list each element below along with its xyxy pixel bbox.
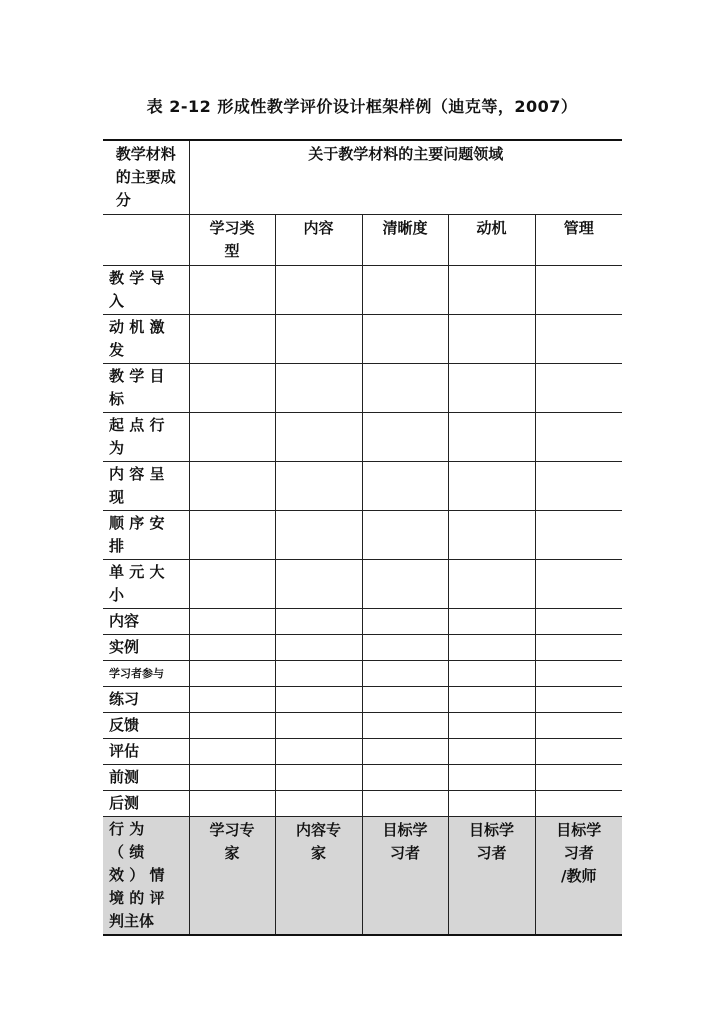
empty-cell [535, 687, 622, 713]
empty-cell [362, 739, 448, 765]
empty-cell [448, 687, 535, 713]
empty-cell [275, 266, 362, 315]
table-row [103, 635, 622, 661]
empty-cell [275, 511, 362, 560]
table-row [103, 266, 622, 315]
empty-cell [535, 713, 622, 739]
row-label: 动 机 激 发 [103, 315, 189, 364]
row-label: 内容 [103, 609, 189, 635]
column-header-label: 清晰度 [382, 219, 428, 237]
row-label: 实例 [103, 635, 189, 661]
row-label: 内 容 呈 现 [103, 462, 189, 511]
span-header: 关于教学材料的主要问题领域 [189, 140, 622, 215]
footer-value: 目标学 习者 [362, 817, 448, 936]
empty-cell [535, 635, 622, 661]
empty-cell [275, 661, 362, 687]
table-row [103, 765, 622, 791]
footer-row [103, 817, 622, 936]
empty-cell [189, 687, 275, 713]
empty-cell [448, 364, 535, 413]
empty-cell [275, 765, 362, 791]
row-label: 教 学 目 标 [103, 364, 189, 413]
empty-cell [448, 791, 535, 817]
empty-cell [448, 713, 535, 739]
footer-value: 目标学 习者 /教师 [535, 817, 622, 936]
row-label: 后测 [103, 791, 189, 817]
empty-cell [448, 315, 535, 364]
table-row [103, 462, 622, 511]
evaluation-framework-table [103, 139, 622, 936]
empty-cell [535, 511, 622, 560]
empty-cell [362, 609, 448, 635]
empty-cell [448, 635, 535, 661]
table-row [103, 739, 622, 765]
empty-cell [275, 635, 362, 661]
empty-cell [189, 560, 275, 609]
table-row [103, 413, 622, 462]
empty-cell [448, 765, 535, 791]
empty-cell [535, 413, 622, 462]
empty-cell [189, 266, 275, 315]
footer-value: 内容专 家 [275, 817, 362, 936]
empty-cell [448, 413, 535, 462]
column-header-label: 动机 [476, 219, 507, 237]
empty-cell [535, 661, 622, 687]
empty-cell [448, 739, 535, 765]
empty-cell [362, 511, 448, 560]
column-header-label: 学习类型 [209, 219, 255, 260]
empty-cell [362, 687, 448, 713]
empty-cell [189, 713, 275, 739]
table-row [103, 713, 622, 739]
table-row [103, 511, 622, 560]
empty-cell [189, 739, 275, 765]
column-header-label: 管理 [563, 219, 594, 237]
empty-cell [535, 560, 622, 609]
empty-cell [448, 266, 535, 315]
empty-cell [535, 609, 622, 635]
row-label: 前测 [103, 765, 189, 791]
empty-cell [362, 266, 448, 315]
empty-cell [275, 560, 362, 609]
empty-cell [275, 687, 362, 713]
empty-cell [275, 462, 362, 511]
empty-cell [362, 462, 448, 511]
table-row [103, 687, 622, 713]
empty-cell [535, 462, 622, 511]
empty-cell [362, 791, 448, 817]
empty-cell [189, 364, 275, 413]
empty-cell [535, 791, 622, 817]
empty-cell [275, 713, 362, 739]
row-label: 评估 [103, 739, 189, 765]
empty-cell [189, 635, 275, 661]
table-row [103, 661, 622, 687]
footer-value: 目标学 习者 [448, 817, 535, 936]
empty-cell [535, 266, 622, 315]
empty-cell [535, 739, 622, 765]
empty-cell [189, 661, 275, 687]
table-row [103, 791, 622, 817]
table-row [103, 609, 622, 635]
empty-cell [275, 791, 362, 817]
row-label: 学习者参与 [103, 661, 189, 687]
row-label: 顺 序 安 排 [103, 511, 189, 560]
empty-cell [362, 315, 448, 364]
empty-cell [189, 511, 275, 560]
empty-cell [448, 609, 535, 635]
empty-cell [275, 739, 362, 765]
empty-cell [189, 765, 275, 791]
empty-cell [535, 315, 622, 364]
table-title: 表 2-12 形成性教学评价设计框架样例（迪克等，2007） [146, 97, 578, 116]
column-header [448, 215, 535, 266]
column-header [275, 215, 362, 266]
blank-header-cell [103, 215, 189, 266]
corner-header [103, 140, 189, 215]
footer-label: 行 为 （ 绩 效 ） 情 境 的 评 判主体 [103, 817, 189, 936]
empty-cell [362, 364, 448, 413]
empty-cell [448, 462, 535, 511]
empty-cell [275, 315, 362, 364]
column-header [362, 215, 448, 266]
table-row [103, 364, 622, 413]
column-header [189, 215, 275, 266]
empty-cell [448, 511, 535, 560]
row-label: 起 点 行 为 [103, 413, 189, 462]
empty-cell [275, 364, 362, 413]
empty-cell [362, 635, 448, 661]
row-label: 教 学 导 入 [103, 266, 189, 315]
corner-header-text: 教学材料的主要成分 [115, 145, 176, 209]
empty-cell [275, 413, 362, 462]
table-row [103, 560, 622, 609]
empty-cell [362, 413, 448, 462]
table-row [103, 315, 622, 364]
empty-cell [448, 560, 535, 609]
empty-cell [362, 713, 448, 739]
empty-cell [189, 413, 275, 462]
empty-cell [275, 609, 362, 635]
empty-cell [362, 560, 448, 609]
column-header [535, 215, 622, 266]
row-label: 单 元 大 小 [103, 560, 189, 609]
empty-cell [448, 661, 535, 687]
column-header-label: 内容 [303, 219, 334, 237]
empty-cell [362, 765, 448, 791]
empty-cell [189, 791, 275, 817]
empty-cell [189, 315, 275, 364]
empty-cell [535, 364, 622, 413]
footer-value: 学习专 家 [189, 817, 275, 936]
empty-cell [189, 609, 275, 635]
empty-cell [189, 462, 275, 511]
empty-cell [362, 661, 448, 687]
row-label: 反馈 [103, 713, 189, 739]
empty-cell [535, 765, 622, 791]
row-label: 练习 [103, 687, 189, 713]
